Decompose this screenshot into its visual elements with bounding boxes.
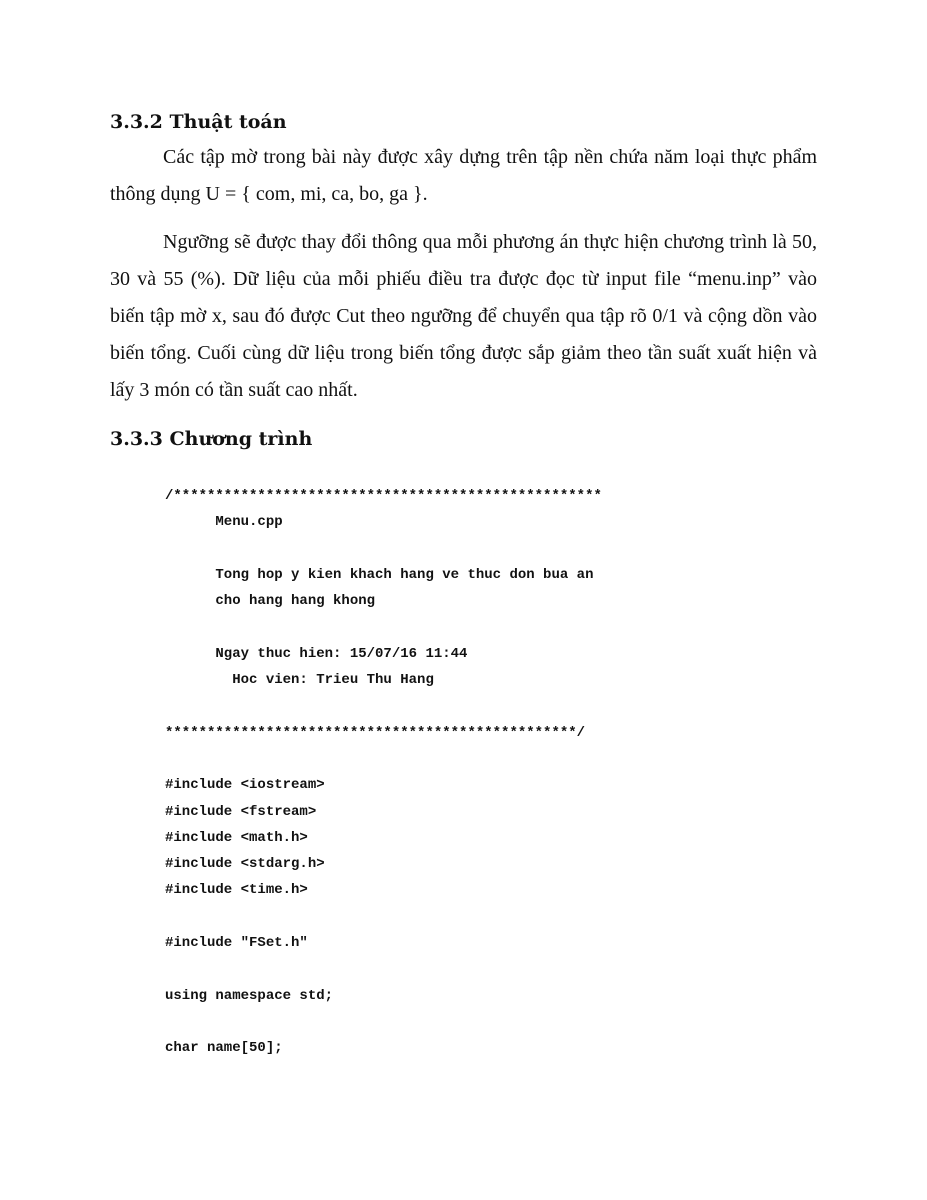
code-line: Tong hop y kien khach hang ve thuc don bua an [165, 566, 594, 583]
code-line: #include <stdarg.h> [165, 856, 325, 873]
code-line [165, 536, 602, 562]
algorithm-paragraph-2: Ngưỡng sẽ được thay đổi thông qua mỗi phương án thực hiện chương trình là 50, 30 và 55 (%). Dữ liệu của mỗi phiếu điều tra được đọc từ input file “menu.inp” vào biến tập mờ x, sau đó được Cut theo ngưỡng để chuyển qua tập rõ 0/1 và cộng dồn vào biến tổng. Cuối cùng dữ liệu trong biến tổng được sắp giảm theo tần suất xuất hiện và lấy 3 món có tần suất cao nhất. [110, 231, 817, 401]
code-line: cho hang hang khong [165, 593, 376, 610]
code-line: char name[50]; [165, 1040, 283, 1057]
code-line: #include <time.h> [165, 882, 308, 899]
code-line: *************************************************/ [165, 724, 586, 741]
code-line [165, 1009, 602, 1035]
code-line [165, 614, 602, 640]
section-heading-3-3-2: 3.3.2 Thuật toán [110, 111, 287, 133]
code-line: #include <math.h> [165, 829, 308, 846]
section-heading-3-3-3: 3.3.3 Chương trình [110, 428, 313, 450]
code-line: /*************************************************** [165, 488, 602, 504]
algorithm-paragraph-1: Các tập mờ trong bài này được xây dựng trên tập nền chứa năm loại thực phẩm thông dụng U = { com, mi, ca, bo, ga }. [110, 146, 817, 205]
code-line [165, 746, 602, 772]
code-line: #include <iostream> [165, 777, 325, 794]
code-line [165, 693, 602, 719]
code-line: Menu.cpp [165, 514, 283, 531]
code-line: #include "FSet.h" [165, 935, 308, 952]
code-listing [165, 483, 602, 1062]
code-line [165, 904, 602, 930]
code-line: Hoc vien: Trieu Thu Hang [165, 672, 434, 689]
code-line [165, 956, 602, 982]
code-line: Ngay thuc hien: 15/07/16 11:44 [165, 645, 468, 662]
code-line: #include <fstream> [165, 803, 317, 820]
code-line: using namespace std; [165, 987, 334, 1004]
